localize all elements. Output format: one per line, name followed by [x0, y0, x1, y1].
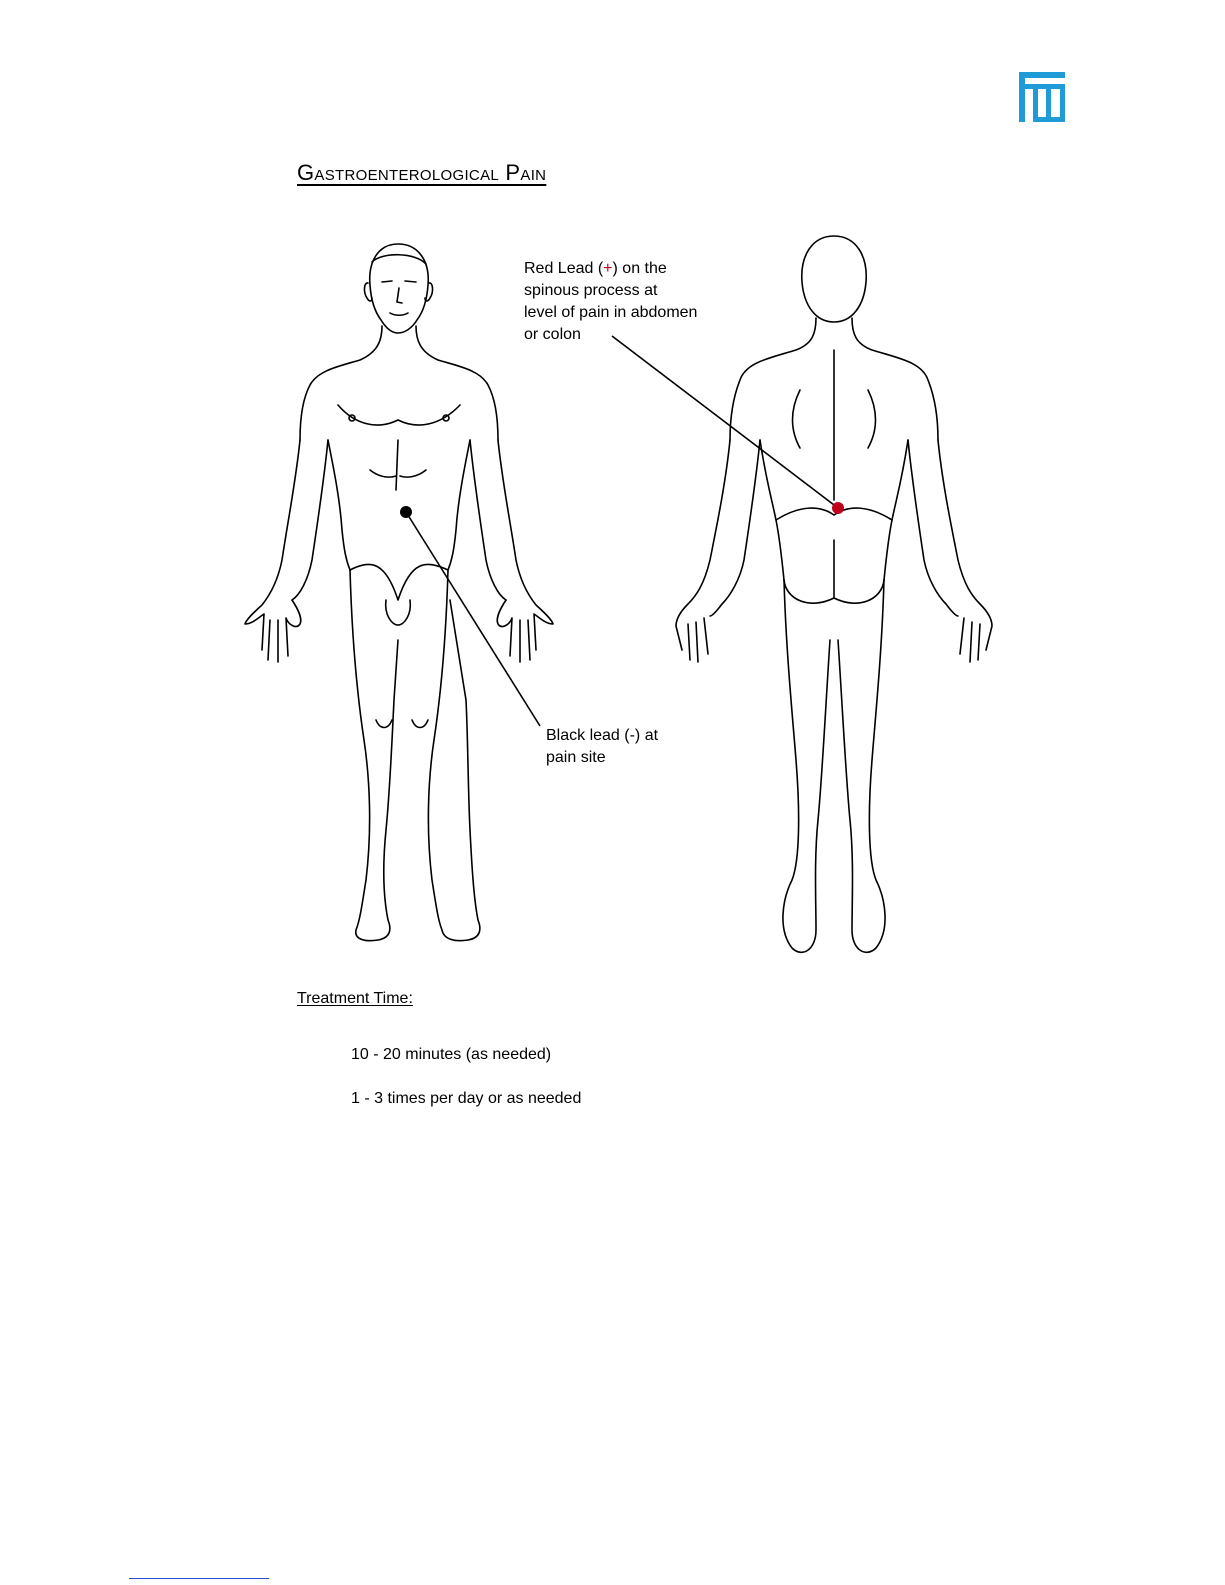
red-lead-line-4: or colon	[524, 326, 581, 343]
black-lead-callout	[546, 725, 706, 769]
plus-symbol: +	[603, 260, 613, 277]
red-lead-callout	[524, 258, 744, 346]
treatment-time-heading: Treatment Time:	[297, 990, 413, 1007]
red-lead-line-3: level of pain in abdomen	[524, 304, 698, 321]
treatment-duration: 10 - 20 minutes (as needed)	[351, 1046, 552, 1063]
treatment-frequency: 1 - 3 times per day or as needed	[351, 1090, 582, 1107]
black-lead-leader-line	[406, 512, 540, 726]
red-lead-line-1: Red Lead (+) on the	[524, 260, 667, 277]
black-lead-electrode	[400, 506, 412, 518]
footnote-separator	[129, 1578, 269, 1579]
page-title: Gastroenterological Pain	[297, 160, 547, 185]
red-lead-electrode	[832, 502, 844, 514]
front-body-figure	[245, 244, 553, 941]
black-lead-line-2: pain site	[546, 749, 606, 766]
black-lead-line-1: Black lead (-) at	[546, 727, 659, 744]
red-lead-line-2: spinous process at	[524, 282, 658, 299]
